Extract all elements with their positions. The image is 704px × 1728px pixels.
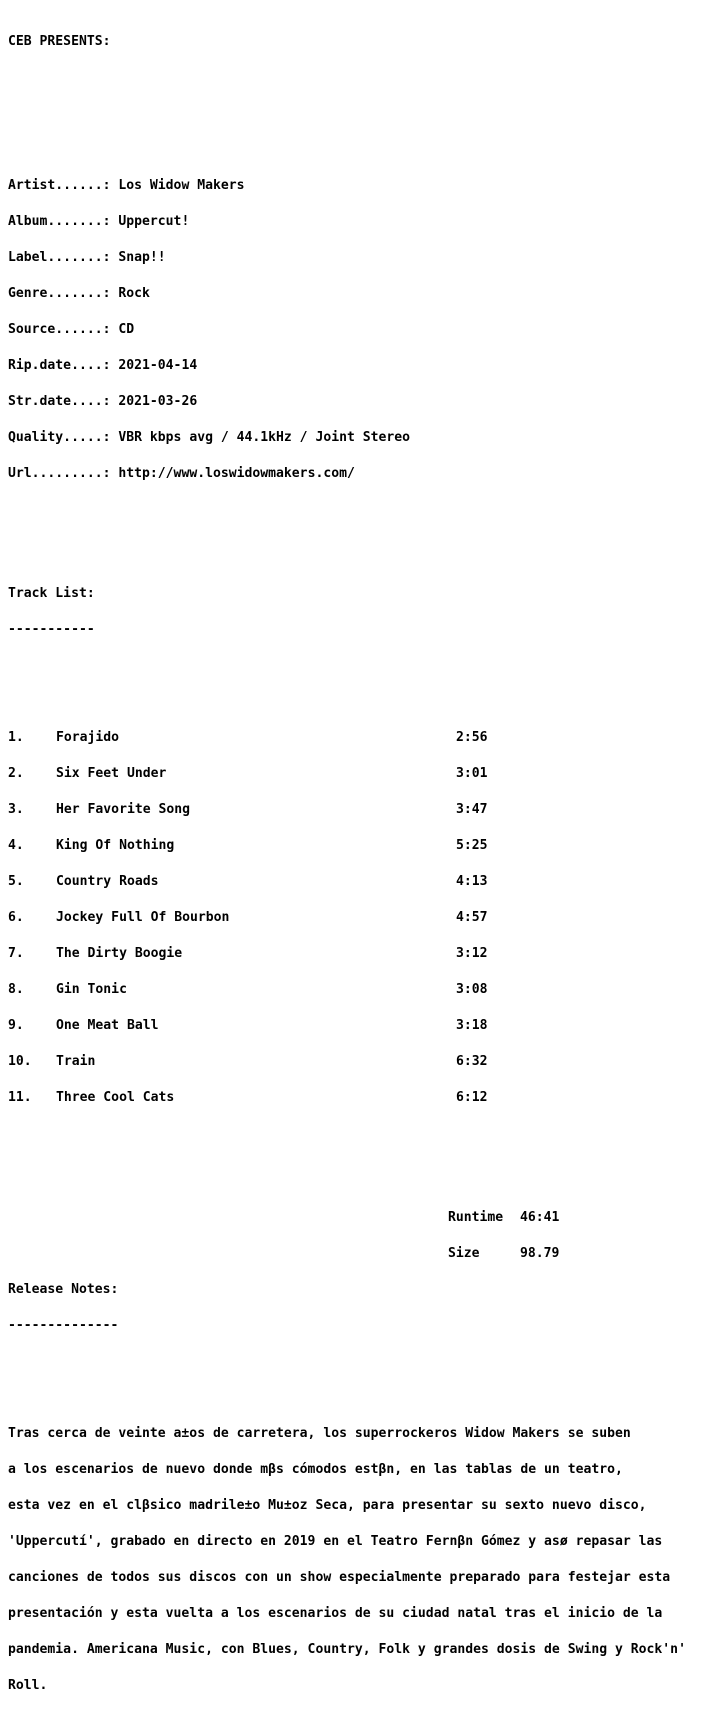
track-title: Train [56,1054,96,1069]
notes-line: canciones de todos sus discos con un show especialmente preparado para festejar esta [8,1570,671,1585]
info-value: 2021-04-14 [118,358,198,373]
info-key: Rip.date....: [8,358,111,373]
info-row-genre [8,288,700,300]
tracklist-heading: Track List: [8,586,95,601]
info-value: Snap!! [118,250,166,265]
track-row [8,876,700,888]
info-row-album [8,216,700,228]
track-duration: 3:01 [456,766,488,781]
track-number: 8. [8,982,24,997]
track-duration: 3:08 [456,982,488,997]
notes-line: a los escenarios de nuevo donde mβs cómodos estβn, en las tablas de un teatro, [8,1462,623,1477]
runtime-label: Runtime [448,1210,504,1225]
info-value: Los Widow Makers [118,178,245,193]
track-row [8,804,700,816]
info-row-label [8,252,700,264]
track-row [8,1056,700,1068]
notes-line: Tras cerca de veinte a±os de carretera, los superrockeros Widow Makers se suben [8,1426,631,1441]
size-label: Size [448,1246,480,1261]
track-row [8,732,700,744]
track-duration: 3:18 [456,1018,488,1033]
track-duration: 3:12 [456,946,488,961]
track-number: 11. [8,1090,32,1105]
release-info [8,156,700,504]
tracklist-underline: ----------- [8,622,95,637]
track-number: 9. [8,1018,24,1033]
header-title: CEB PRESENTS: [8,34,111,49]
info-key: Quality.....: [8,430,111,445]
track-number: 10. [8,1054,32,1069]
info-key: Url.........: [8,466,111,481]
info-key: Artist......: [8,178,111,193]
info-row-quality [8,432,700,444]
info-key: Source......: [8,322,111,337]
track-row [8,912,700,924]
track-row [8,1020,700,1032]
release-notes [8,1404,700,1716]
track-number: 6. [8,910,24,925]
runtime-value: 46:41 [520,1210,560,1225]
track-title: Forajido [56,730,120,745]
info-row-str-date [8,396,700,408]
notes-line: presentación y esta vuelta a los escenarios de su ciudad natal tras el inicio de la [8,1606,663,1621]
info-row-artist [8,180,700,192]
track-title: Gin Tonic [56,982,127,997]
track-duration: 4:57 [456,910,488,925]
info-row-url [8,468,700,480]
spacer [8,108,700,120]
track-number: 4. [8,838,24,853]
info-value: 2021-03-26 [118,394,198,409]
runtime-row [8,1212,700,1224]
info-value: Uppercut! [118,214,190,229]
track-title: Country Roads [56,874,159,889]
track-title: King Of Nothing [56,838,175,853]
track-row [8,768,700,780]
track-row [8,1092,700,1104]
track-row [8,840,700,852]
track-number: 3. [8,802,24,817]
nfo-document [8,12,700,1728]
track-title: One Meat Ball [56,1018,159,1033]
notes-line: Roll. [8,1678,48,1693]
info-value: CD [118,322,135,337]
notes-underline: -------------- [8,1318,119,1333]
track-duration: 2:56 [456,730,488,745]
track-number: 1. [8,730,24,745]
track-duration: 6:32 [456,1054,488,1069]
notes-heading: Release Notes: [8,1282,119,1297]
spacer [8,72,700,84]
track-number: 2. [8,766,24,781]
spacer [8,1356,700,1368]
info-row-rip-date [8,360,700,372]
track-number: 5. [8,874,24,889]
track-list [8,708,700,1128]
size-value: 98.79 [520,1246,560,1261]
info-value: VBR kbps avg / 44.1kHz / Joint Stereo [118,430,411,445]
info-row-source [8,324,700,336]
spacer [8,540,700,552]
track-duration: 4:13 [456,874,488,889]
info-key: Album.......: [8,214,111,229]
track-title: Her Favorite Song [56,802,191,817]
track-duration: 3:47 [456,802,488,817]
track-duration: 6:12 [456,1090,488,1105]
notes-line: esta vez en el clβsico madrile±o Mu±oz Seca, para presentar su sexto nuevo disco, [8,1498,647,1513]
info-key: Label.......: [8,250,111,265]
track-row [8,948,700,960]
notes-line: pandemia. Americana Music, con Blues, Country, Folk y grandes dosis de Swing y Rock'n' [8,1642,686,1657]
spacer [8,660,700,672]
track-title: Jockey Full Of Bourbon [56,910,230,925]
info-value: http://www.loswidowmakers.com/ [118,466,355,481]
track-title: The Dirty Boogie [56,946,183,961]
track-duration: 5:25 [456,838,488,853]
info-value: Rock [118,286,150,301]
size-row [8,1248,700,1260]
spacer [8,1164,700,1176]
info-key: Str.date....: [8,394,111,409]
notes-line: 'Uppercutí', grabado en directo en 2019 en el Teatro Fernβn Gómez y asø repasar las [8,1534,663,1549]
info-key: Genre.......: [8,286,111,301]
track-number: 7. [8,946,24,961]
track-title: Three Cool Cats [56,1090,175,1105]
track-row [8,984,700,996]
track-title: Six Feet Under [56,766,167,781]
